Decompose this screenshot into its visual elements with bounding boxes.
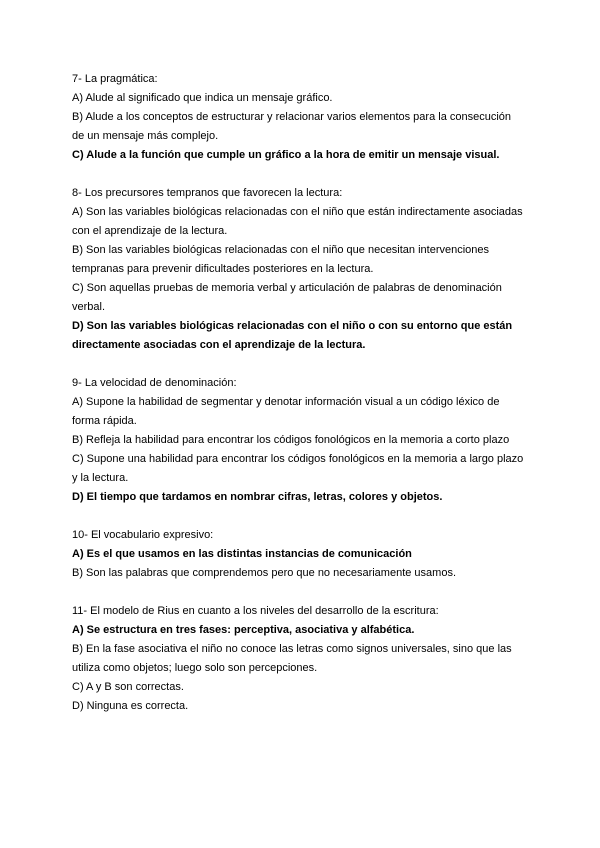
- question-block: [72, 184, 542, 355]
- answer-option-line: con el aprendizaje de la lectura.: [72, 225, 228, 237]
- answer-option-line: C) A y B son correctas.: [72, 681, 184, 693]
- question-title: 9- La velocidad de denominación:: [72, 377, 237, 389]
- answer-option-line: B) Alude a los conceptos de estructurar y relacionar varios elementos para la consecución: [72, 111, 512, 123]
- answer-option-line: forma rápida.: [72, 415, 137, 427]
- question-block: [72, 526, 542, 583]
- answer-option-line: D) Ninguna es correcta.: [72, 700, 189, 712]
- question-title: 8- Los precursores tempranos que favorecen la lectura:: [72, 187, 343, 199]
- answer-option-line: tempranas para prevenir dificultades posteriores en la lectura.: [72, 263, 374, 275]
- question-title: 11- El modelo de Rius en cuanto a los niveles del desarrollo de la escritura:: [72, 605, 439, 617]
- question-block: [72, 602, 542, 716]
- answer-option-line: de un mensaje más complejo.: [72, 130, 219, 142]
- correct-answer-line: C) Alude a la función que cumple un gráfico a la hora de emitir un mensaje visual.: [72, 149, 500, 161]
- answer-option-line: B) Son las palabras que comprendemos pero que no necesariamente usamos.: [72, 567, 457, 579]
- question-title: 10- El vocabulario expresivo:: [72, 529, 214, 541]
- answer-option-line: B) En la fase asociativa el niño no conoce las letras como signos universales, sino que las: [72, 643, 512, 655]
- answer-option-line: utiliza como objetos; luego solo son percepciones.: [72, 662, 318, 674]
- question-title: 7- La pragmática:: [72, 73, 158, 85]
- correct-answer-line: D) El tiempo que tardamos en nombrar cifras, letras, colores y objetos.: [72, 491, 443, 503]
- document-content: [72, 70, 542, 735]
- answer-option-line: C) Supone una habilidad para encontrar los códigos fonológicos en la memoria a largo plazo: [72, 453, 524, 465]
- answer-option-line: y la lectura.: [72, 472, 129, 484]
- question-block: [72, 374, 542, 507]
- answer-option-line: B) Refleja la habilidad para encontrar los códigos fonológicos en la memoria a corto plazo: [72, 434, 510, 446]
- answer-option-line: verbal.: [72, 301, 106, 313]
- answer-option-line: C) Son aquellas pruebas de memoria verbal y articulación de palabras de denominación: [72, 282, 502, 294]
- correct-answer-line: directamente asociadas con el aprendizaje de la lectura.: [72, 339, 366, 351]
- correct-answer-line: A) Se estructura en tres fases: perceptiva, asociativa y alfabética.: [72, 624, 415, 636]
- answer-option-line: A) Supone la habilidad de segmentar y denotar información visual a un código léxico de: [72, 396, 500, 408]
- answer-option-line: B) Son las variables biológicas relacionadas con el niño que necesitan intervenciones: [72, 244, 490, 256]
- answer-option-line: A) Son las variables biológicas relacionadas con el niño que están indirectamente asociadas: [72, 206, 523, 218]
- question-block: [72, 70, 542, 165]
- correct-answer-line: A) Es el que usamos en las distintas instancias de comunicación: [72, 548, 412, 560]
- correct-answer-line: D) Son las variables biológicas relacionadas con el niño o con su entorno que están: [72, 320, 513, 332]
- answer-option-line: A) Alude al significado que indica un mensaje gráfico.: [72, 92, 333, 104]
